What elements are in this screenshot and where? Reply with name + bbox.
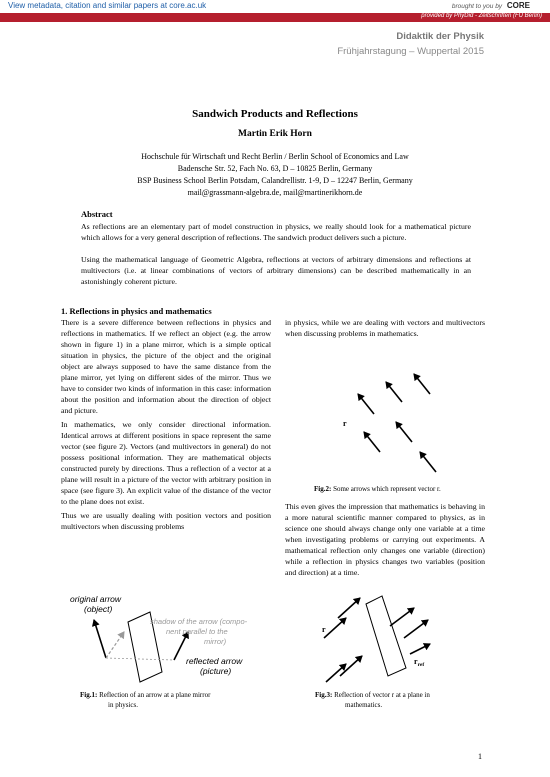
- reflected-label-2: (picture): [200, 666, 232, 676]
- arrow-r-b: [324, 618, 346, 638]
- abstract-heading: Abstract: [81, 209, 113, 219]
- figure-3-math-reflection: [318, 588, 438, 688]
- shadow-label-2: nent parallel to the: [166, 627, 228, 636]
- arrow-r-3: [414, 374, 430, 394]
- figure-1-caption-line2: in physics.: [108, 701, 138, 709]
- emails: mail@grassmann-algebra.de, mail@martinerikhorn.de: [187, 188, 363, 197]
- left-column: [61, 317, 271, 535]
- figure-1-caption: [80, 690, 280, 710]
- abstract-p2: Using the mathematical language of Geometric Algebra, reflections at vectors of arbitrary dimensions and reflections at multivectors (i.e. at linear combinations of vectors of arbitrary dimensions) can be described mathematically in an astonishingly coherent picture.: [81, 255, 471, 286]
- original-label-1: original arrow: [70, 594, 122, 604]
- shadow-label-1: shadow of the arrow (compo-: [150, 617, 248, 626]
- arrow-r-1: [358, 394, 374, 414]
- paper-title: Sandwich Products and Reflections: [192, 108, 358, 120]
- right-paragraph-1: in physics, while we are dealing with vectors and multivectors when discussing problems in mathematics.: [285, 318, 485, 338]
- figure-3-caption: [315, 690, 515, 710]
- original-label-2: (object): [84, 604, 113, 614]
- core-banner: [0, 0, 550, 13]
- left-paragraph-1: There is a severe difference between reflections in physics and reflections in mathematics. If we reflect an object (e.g. the arrow shown in figure 1) in a plane mirror, which is a simple optical situation in physics, the picture of the object and the original object are always supposed to have the same distance from the plane mirror, yet lying on different sides of the mirror. Thus we have to consider two kinds of information in this case: information about the position and information about the direction of object and picture.: [61, 318, 271, 415]
- vector-r-label: r: [343, 419, 347, 428]
- paper-author: Martin Erik Horn: [238, 129, 312, 139]
- figure-1-caption-num: Fig.1:: [80, 691, 98, 699]
- provider-bar: [0, 13, 550, 22]
- fig3-reflected-label: $r_{ref}$: [414, 657, 425, 668]
- arrow-r-6: [420, 452, 436, 472]
- provider-text[interactable]: provided by PhyDid - Zeitschriften (FU Berlin): [421, 13, 542, 19]
- figure-2-arrows: [330, 368, 440, 480]
- affiliation-3: BSP Business School Berlin Potsdam, Calandrellistr. 1-9, D – 12247 Berlin, Germany: [137, 176, 413, 185]
- arrow-r-e: [404, 620, 428, 638]
- figure-2-caption-text: Some arrows which represent vector r.: [331, 485, 441, 493]
- core-logo[interactable]: CORE: [506, 1, 530, 10]
- original-arrow: [94, 620, 106, 658]
- arrow-rref-b: [410, 644, 430, 654]
- journal-name: Didaktik der Physik: [396, 31, 484, 42]
- figure-3-caption-num: Fig.3:: [315, 691, 333, 699]
- arrow-r-4: [364, 432, 380, 452]
- abstract-p1: As reflections are an elementary part of model construction in physics, we really should look for a mathematical picture which allows for a very general description of reflections. The sandwich product delivers such a picture.: [81, 222, 471, 242]
- figure-2-caption-num: Fig.2:: [314, 485, 332, 493]
- fig3-vector-r-label: r: [322, 625, 326, 634]
- shadow-arrow: [106, 632, 124, 658]
- arrow-r-a: [338, 598, 360, 618]
- page-number: 1: [478, 752, 482, 761]
- reflected-label-1: reflected arrow: [186, 656, 243, 666]
- arrow-r-2: [386, 382, 402, 402]
- right-paragraph-2: This even gives the impression that mathematics is behaving in a more natural scientific manner compared to physics, as in science one should always change only one variable at a time when investigating problems or carrying out experiments. A mathematical reflection only changes one variable (direction) while a reflection in physics changes two variables (position and direction) at a time.: [285, 502, 485, 577]
- section-heading: 1. Reflections in physics and mathematics: [61, 306, 212, 316]
- shadow-label-3: mirror): [204, 637, 227, 646]
- figure-1-caption-line1: Reflection of an arrow at a plane mirror: [97, 691, 211, 699]
- reflection-line: [106, 658, 174, 660]
- left-paragraph-2: In mathematics, we only consider directional information. Identical arrows at different positions in space represent the same vector (see figure 2). Vectors (and multivectors in general) do not possess positional information. They are mathematical objects constructed purely by directions. Thus a reflection of a vector at a plane will result in a picture of the vector with arbitrary position in space (see figure 3). An explicit value of the distance of the vector to the plane does not exist.: [61, 420, 271, 506]
- brought-text: brought to you by: [451, 3, 503, 10]
- reflection-plane: [366, 596, 406, 676]
- figure-3-caption-line2: mathematics.: [345, 701, 383, 709]
- figure-1-physics-reflection: [66, 590, 276, 690]
- core-brand: [452, 1, 530, 10]
- conference-name: Frühjahrstagung – Wuppertal 2015: [337, 46, 484, 57]
- core-metadata-link[interactable]: View metadata, citation and similar papers at core.ac.uk: [8, 1, 207, 10]
- affiliation-2: Badensche Str. 52, Fach No. 63, D – 10825 Berlin, Germany: [177, 164, 373, 173]
- arrow-r-d: [390, 608, 414, 626]
- figure-3-caption-line1: Reflection of vector r at a plane in: [332, 691, 430, 699]
- arrow-r-5: [396, 422, 412, 442]
- affiliation-1: Hochschule für Wirtschaft und Recht Berlin / Berlin School of Economics and Law: [141, 152, 409, 161]
- figure-2-caption: [314, 484, 441, 494]
- left-paragraph-3: Thus we are usually dealing with position vectors and position multivectors when discussing problems: [61, 511, 271, 531]
